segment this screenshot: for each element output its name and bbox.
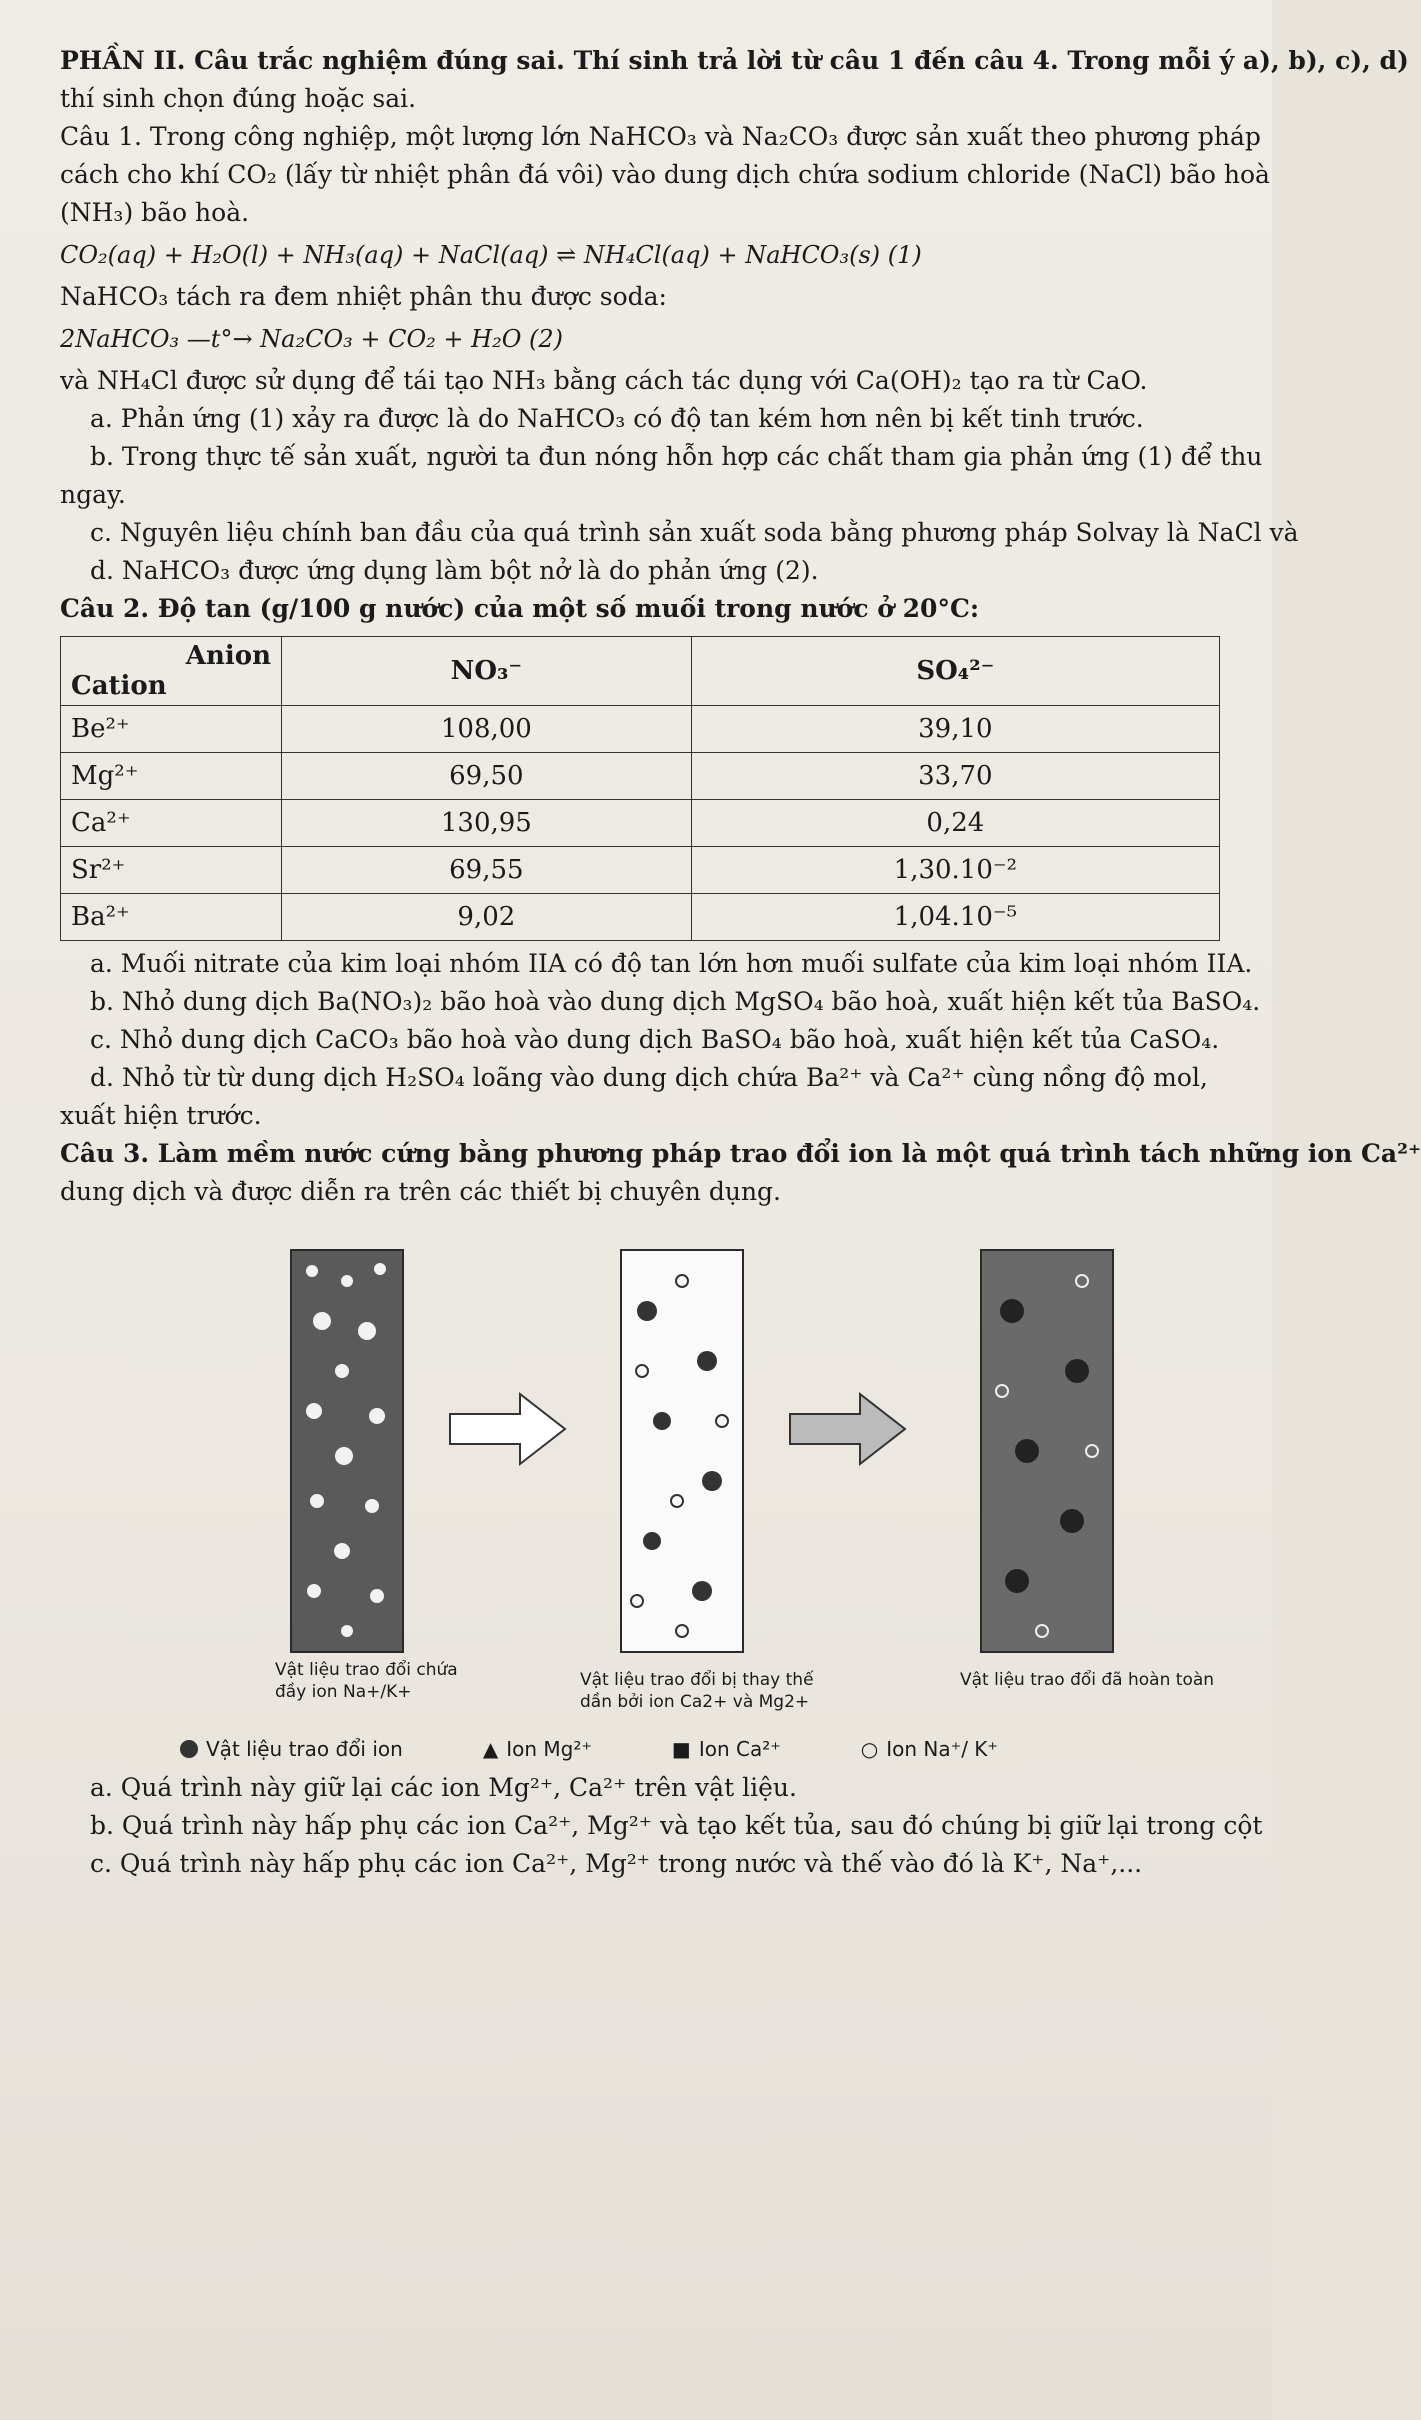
q3-title: Câu 3. Làm mềm nước cứng bằng phương pháp trao đổi ion là một quá trình tách những ion Ca²⁺ — [60, 1139, 1421, 1168]
legend-item-na — [861, 1737, 998, 1761]
caption-column-3: Vật liệu trao đổi đã hoàn toàn — [960, 1670, 1215, 1690]
q1-line-4: NaHCO₃ tách ra đem nhiệt phân thu được soda: — [60, 282, 667, 311]
legend-label: Ion Na⁺/ K⁺ — [886, 1737, 998, 1761]
q2-option-d: d. Nhỏ từ từ dung dịch H₂SO₄ loãng vào dung dịch chứa Ba²⁺ và Ca²⁺ cùng nồng độ mol, — [90, 1063, 1208, 1092]
table-row — [61, 800, 1220, 847]
no3-cell: 9,02 — [282, 894, 692, 941]
so4-cell: 0,24 — [691, 800, 1219, 847]
legend-item-mg — [483, 1737, 592, 1761]
triangle-icon: ▲ — [482, 1737, 499, 1761]
figure-legend — [180, 1737, 1232, 1761]
exchange-column-1 — [290, 1249, 404, 1653]
part2-subtitle: thí sinh chọn đúng hoặc sai. — [60, 84, 417, 113]
material-icon — [180, 1740, 198, 1758]
q1-option-b-cont: ngay. — [60, 480, 126, 509]
arrow-right-icon — [450, 1389, 570, 1469]
header-no3: NO₃⁻ — [282, 637, 692, 706]
q3-option-b: b. Quá trình này hấp phụ các ion Ca²⁺, Mg²⁺ và tạo kết tủa, sau đó chúng bị giữ lại trong cột — [90, 1811, 1263, 1840]
solubility-table — [60, 636, 1220, 941]
q2-option-c: c. Nhỏ dung dịch CaCO₃ bão hoà vào dung dịch BaSO₄ bão hoà, xuất hiện kết tủa CaSO₄. — [90, 1025, 1220, 1054]
no3-cell: 108,00 — [282, 706, 692, 753]
table-corner-header — [61, 637, 282, 706]
legend-label: Ion Ca²⁺ — [698, 1737, 781, 1761]
table-row — [61, 894, 1220, 941]
q1-option-d: d. NaHCO₃ được ứng dụng làm bột nở là do phản ứng (2). — [90, 556, 819, 585]
header-cation: Cation — [71, 671, 167, 701]
column-2-beads — [622, 1251, 742, 1651]
circle-icon: ○ — [860, 1737, 879, 1761]
q3-option-a: a. Quá trình này giữ lại các ion Mg²⁺, Ca²⁺ trên vật liệu. — [90, 1773, 797, 1802]
q1-option-c: c. Nguyên liệu chính ban đầu của quá trình sản xuất soda bằng phương pháp Solvay là NaCl và — [90, 518, 1299, 547]
q3-option-c: c. Quá trình này hấp phụ các ion Ca²⁺, Mg²⁺ trong nước và thế vào đó là K⁺, Na⁺,... — [90, 1849, 1143, 1878]
arrow-right-icon — [790, 1389, 910, 1469]
table-row — [61, 847, 1220, 894]
ion-exchange-figure — [60, 1229, 1232, 1729]
cation-cell: Mg²⁺ — [61, 753, 282, 800]
q1-intro-3: (NH₃) bão hoà. — [60, 198, 250, 227]
header-anion: Anion — [185, 641, 271, 671]
part2-title: PHẦN II. Câu trắc nghiệm đúng sai. Thí sinh trả lời từ câu 1 đến câu 4. Trong mỗi ý a), b), c), d) — [60, 46, 1409, 75]
legend-label: Ion Mg²⁺ — [506, 1737, 592, 1761]
exchange-column-3 — [980, 1249, 1114, 1653]
q1-equation-1: CO₂(aq) + H₂O(l) + NH₃(aq) + NaCl(aq) ⇌ NH₄Cl(aq) + NaHCO₃(s) (1) — [60, 241, 922, 269]
column-1-beads — [292, 1251, 402, 1651]
cation-cell: Ca²⁺ — [61, 800, 282, 847]
q1-intro-1: Câu 1. Trong công nghiệp, một lượng lớn NaHCO₃ và Na₂CO₃ được sản xuất theo phương pháp — [60, 122, 1261, 151]
legend-label: Vật liệu trao đổi ion — [206, 1737, 403, 1761]
cation-cell: Ba²⁺ — [61, 894, 282, 941]
legend-item-ca — [672, 1737, 781, 1761]
q2-option-b: b. Nhỏ dung dịch Ba(NO₃)₂ bão hoà vào dung dịch MgSO₄ bão hoà, xuất hiện kết tủa BaSO₄. — [90, 987, 1261, 1016]
so4-cell: 1,04.10⁻⁵ — [691, 894, 1219, 941]
exchange-column-2 — [620, 1249, 744, 1653]
q3-title-cont: dung dịch và được diễn ra trên các thiết bị chuyên dụng. — [60, 1177, 781, 1206]
table-row — [61, 753, 1220, 800]
q2-option-d-cont: xuất hiện trước. — [60, 1101, 262, 1130]
table-header-row — [61, 637, 1220, 706]
square-icon: ■ — [671, 1737, 691, 1761]
cation-cell: Be²⁺ — [61, 706, 282, 753]
legend-item-material — [180, 1737, 403, 1761]
header-so4: SO₄²⁻ — [691, 637, 1219, 706]
cation-cell: Sr²⁺ — [61, 847, 282, 894]
so4-cell: 39,10 — [691, 706, 1219, 753]
q2-title: Câu 2. Độ tan (g/100 g nước) của một số muối trong nước ở 20°C: — [60, 594, 980, 623]
q1-option-a: a. Phản ứng (1) xảy ra được là do NaHCO₃ có độ tan kém hơn nên bị kết tinh trước. — [90, 404, 1144, 433]
so4-cell: 1,30.10⁻² — [691, 847, 1219, 894]
q1-line-5: và NH₄Cl được sử dụng để tái tạo NH₃ bằng cách tác dụng với Ca(OH)₂ tạo ra từ CaO. — [60, 366, 1148, 395]
table-row — [61, 706, 1220, 753]
q1-intro-2: cách cho khí CO₂ (lấy từ nhiệt phân đá vôi) vào dung dịch chứa sodium chloride (NaCl) bão hoà — [60, 160, 1270, 189]
caption-column-1: Vật liệu trao đổi chứa đầy ion Na+/K+ — [275, 1660, 458, 1702]
q1-equation-2: 2NaHCO₃ —t°→ Na₂CO₃ + CO₂ + H₂O (2) — [60, 325, 564, 353]
caption-column-2: Vật liệu trao đổi bị thay thế dần bởi ion Ca2+ và Mg2+ — [580, 1670, 814, 1712]
q1-option-b: b. Trong thực tế sản xuất, người ta đun nóng hỗn hợp các chất tham gia phản ứng (1) để thu — [90, 442, 1263, 471]
no3-cell: 69,50 — [282, 753, 692, 800]
no3-cell: 130,95 — [282, 800, 692, 847]
no3-cell: 69,55 — [282, 847, 692, 894]
column-3-beads — [982, 1251, 1112, 1651]
so4-cell: 33,70 — [691, 753, 1219, 800]
q2-option-a: a. Muối nitrate của kim loại nhóm IIA có độ tan lớn hơn muối sulfate của kim loại nhóm IIA. — [90, 949, 1253, 978]
